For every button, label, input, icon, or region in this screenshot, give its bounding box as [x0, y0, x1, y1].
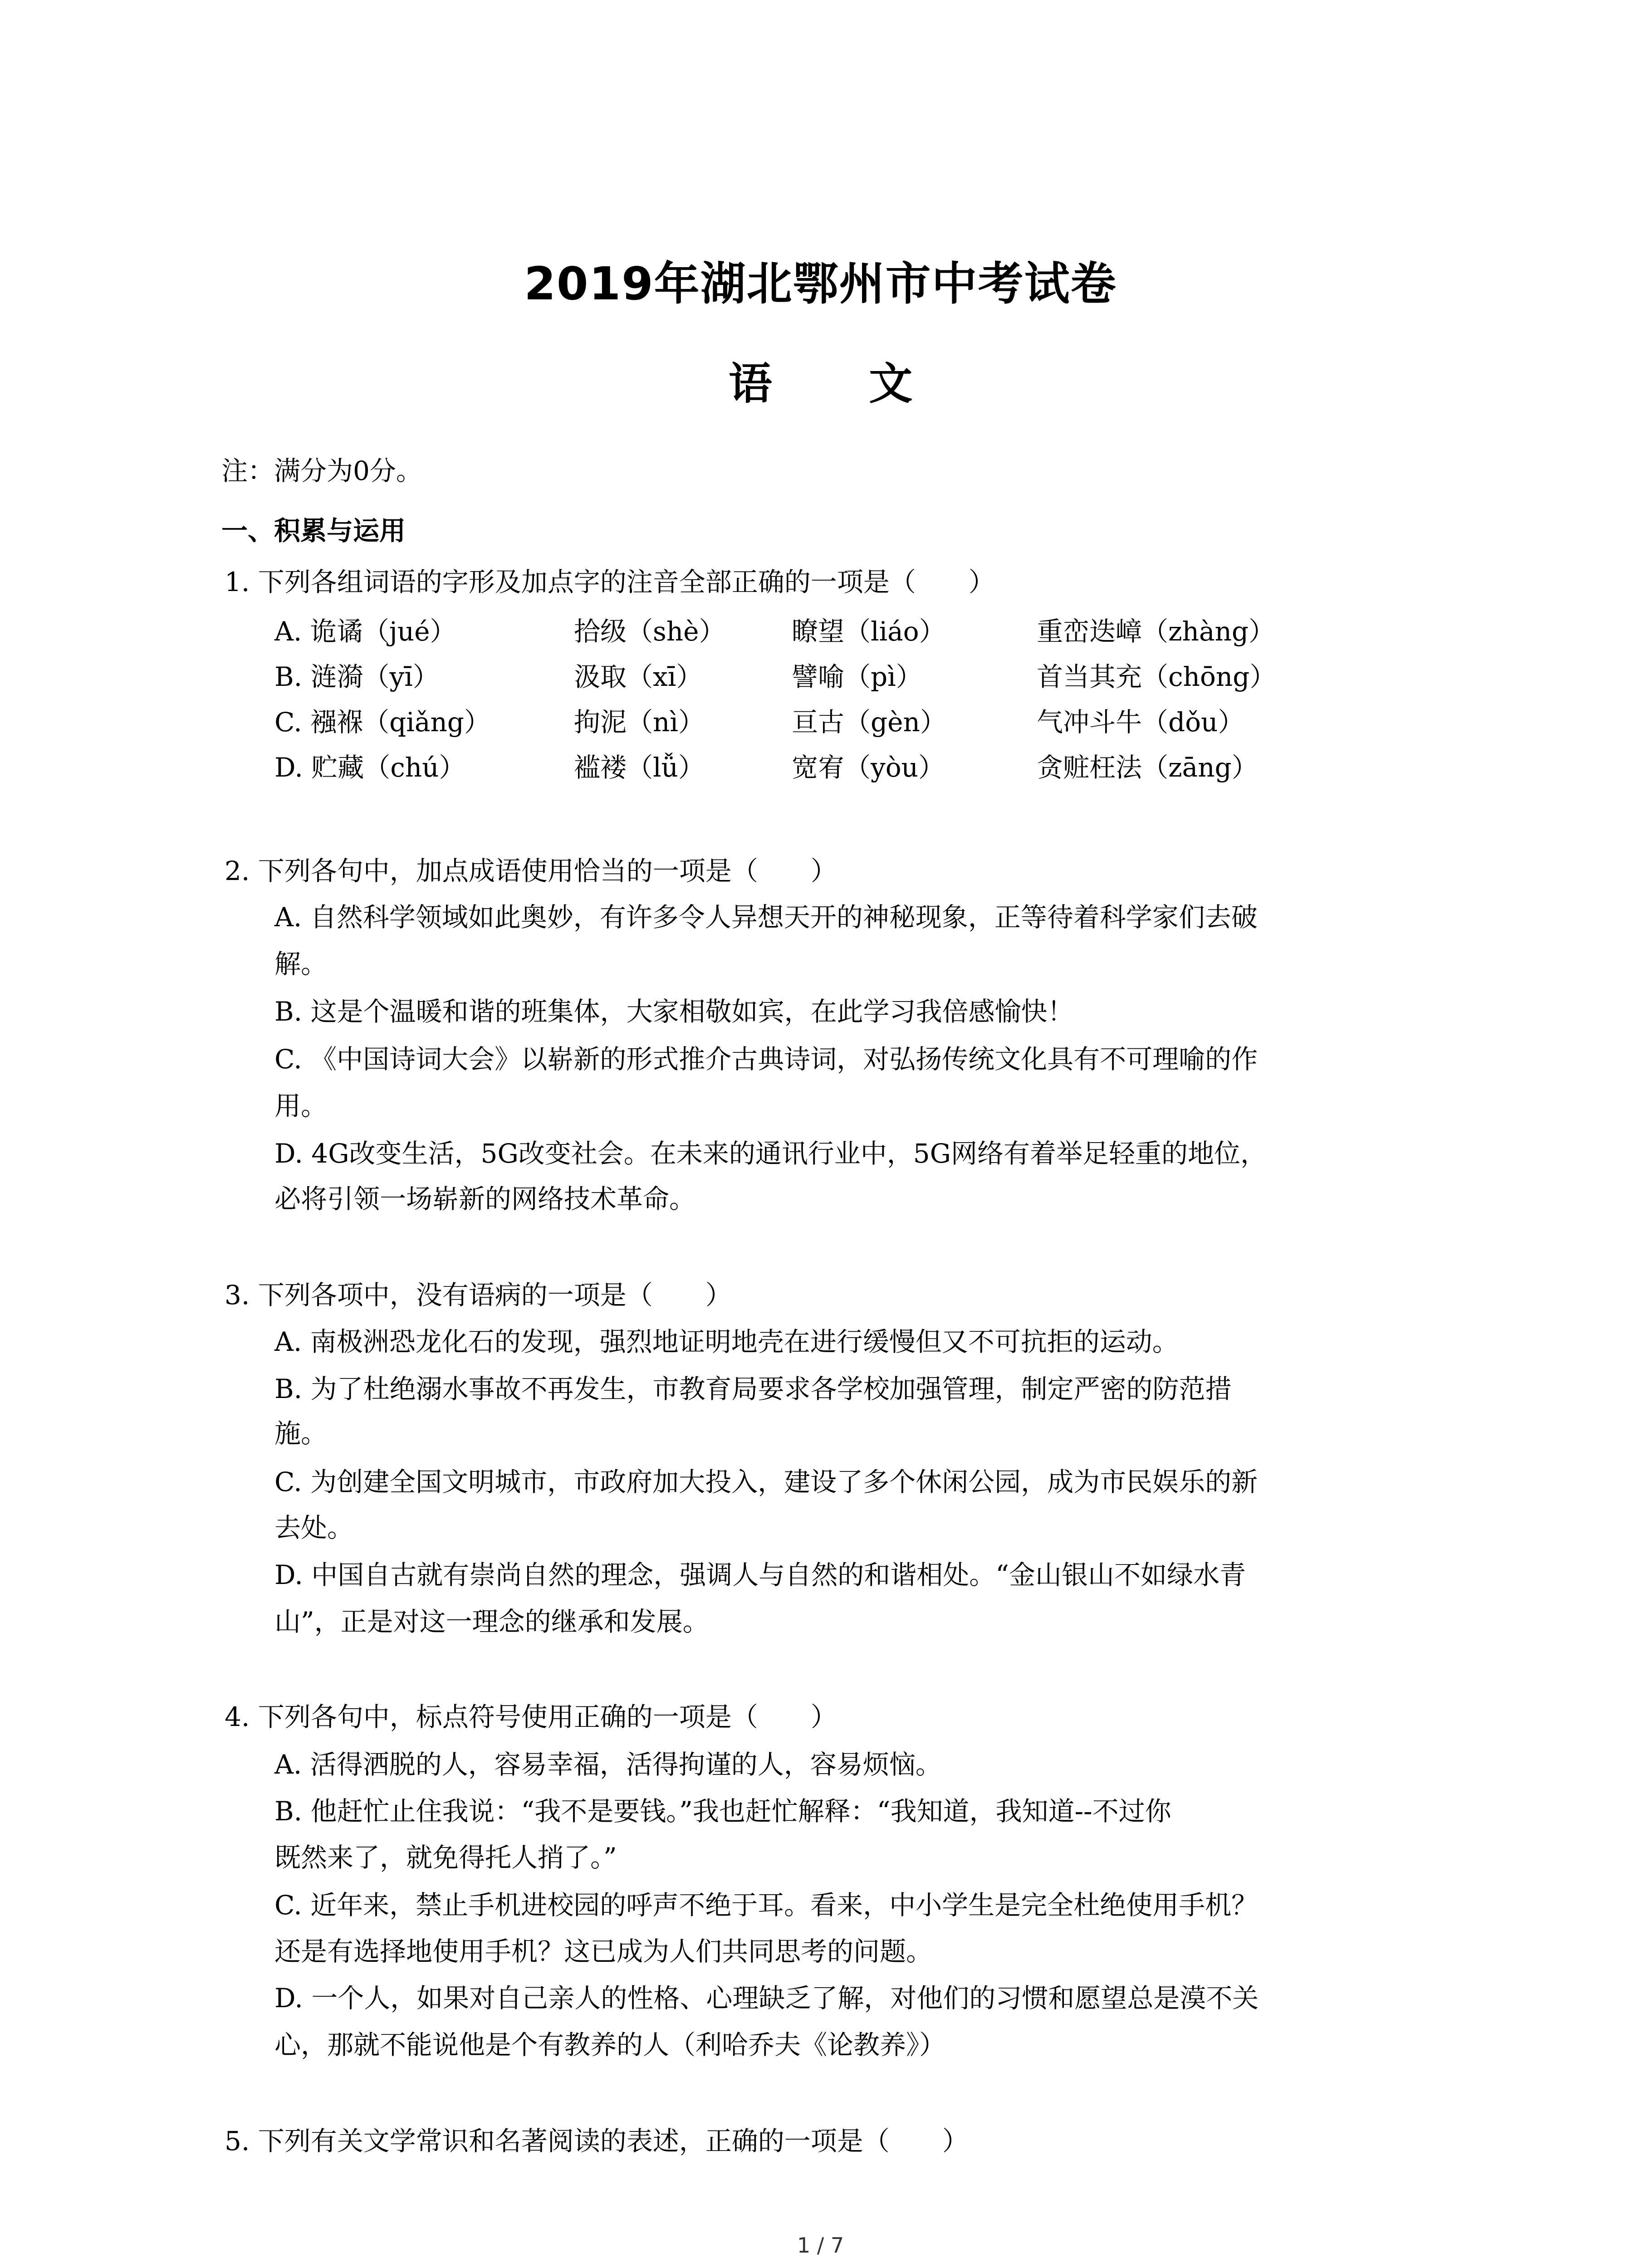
- page-number: 1 / 7: [797, 2233, 844, 2258]
- question-5-stem: 5. 下列有关文学常识和名著阅读的表述，正确的一项是（ ）: [225, 2126, 969, 2156]
- question-2-line: A. 自然科学领域如此奥妙，有许多令人异想天开的神秘现象，正等待着科学家们去破: [274, 902, 1258, 933]
- option-cell: 气冲斗牛（dǒu）: [1037, 707, 1244, 738]
- option-cell: 拘泥（nì）: [574, 707, 705, 738]
- option-cell: 瞭望（liáo）: [792, 616, 945, 647]
- option-cell: 汲取（xī）: [574, 661, 703, 692]
- question-4-line: C. 近年来，禁止手机进校园的呼声不绝于耳。看来，中小学生是完全杜绝使用手机？: [274, 1890, 1258, 1921]
- exam-subject: 语 文: [728, 358, 954, 409]
- option-cell: 贪赃枉法（zāng）: [1037, 752, 1258, 783]
- question-2-line: 必将引领一场崭新的网络技术革命。: [274, 1183, 696, 1214]
- score-note: 注：满分为0分。: [221, 455, 422, 486]
- question-3-line: A. 南极洲恐龙化石的发现，强烈地证明地壳在进行缓慢但又不可抗拒的运动。: [274, 1326, 1179, 1357]
- question-1-stem: 1. 下列各组词语的字形及加点字的注音全部正确的一项是（ ）: [225, 567, 995, 597]
- question-2-line: C. 《中国诗词大会》以崭新的形式推介古典诗词，对弘扬传统文化具有不可理喻的作: [274, 1044, 1258, 1075]
- question-3-line: D. 中国自古就有崇尚自然的理念，强调人与自然的和谐相处。“金山银山不如绿水青: [274, 1559, 1246, 1590]
- question-2-line: D. 4G改变生活，5G改变社会。在未来的通讯行业中，5G网络有着举足轻重的地位，: [274, 1138, 1267, 1169]
- question-4-line: 还是有选择地使用手机？这已成为人们共同思考的问题。: [274, 1936, 933, 1967]
- question-2-line: 用。: [274, 1090, 328, 1121]
- option-cell: 譬喻（pì）: [792, 661, 922, 692]
- question-2-stem: 2. 下列各句中，加点成语使用恰当的一项是（ ）: [225, 855, 837, 886]
- option-cell: A. 诡谲（jué）: [274, 616, 456, 647]
- question-2-line: B. 这是个温暖和谐的班集体，大家相敬如宾，在此学习我倍感愉快！: [274, 996, 1074, 1027]
- question-4-stem: 4. 下列各句中，标点符号使用正确的一项是（ ）: [225, 1701, 837, 1732]
- question-4-line: A. 活得洒脱的人，容易幸福，活得拘谨的人，容易烦恼。: [274, 1749, 942, 1780]
- option-cell: 亘古（gèn）: [792, 707, 946, 738]
- option-cell: B. 涟漪（yī）: [274, 661, 439, 692]
- option-cell: 首当其充（chōng）: [1037, 661, 1276, 692]
- question-3-line: 去处。: [274, 1512, 354, 1543]
- question-3-line: C. 为创建全国文明城市，市政府加大投入，建设了多个休闲公园，成为市民娱乐的新: [274, 1466, 1258, 1497]
- option-cell: C. 襁褓（qiǎng）: [274, 707, 490, 738]
- question-3-line: B. 为了杜绝溺水事故不再发生，市教育局要求各学校加强管理，制定严密的防范措: [274, 1374, 1232, 1404]
- option-cell: 重峦迭嶂（zhàng）: [1037, 616, 1275, 647]
- question-3-line: 山”，正是对这一理念的继承和发展。: [274, 1606, 709, 1637]
- question-4-line: D. 一个人，如果对自己亲人的性格、心理缺乏了解，对他们的习惯和愿望总是漠不关: [274, 1983, 1259, 2014]
- section-heading: 一、积累与运用: [221, 515, 406, 546]
- exam-title: 2019年湖北鄂州市中考试卷: [524, 257, 1117, 310]
- question-3-line: 施。: [274, 1418, 328, 1449]
- question-4-line: 心，那就不能说他是个有教养的人（利哈乔夫《论教养》）: [274, 2029, 946, 2060]
- option-cell: 拾级（shè）: [574, 616, 725, 647]
- question-4-line: 既然来了，就免得托人捎了。”: [274, 1842, 617, 1873]
- option-cell: 宽宥（yòu）: [792, 752, 945, 783]
- question-3-stem: 3. 下列各项中，没有语病的一项是（ ）: [225, 1280, 732, 1310]
- option-cell: D. 贮藏（chú）: [274, 752, 465, 783]
- question-2-line: 解。: [274, 948, 328, 979]
- option-cell: 褴褛（lǚ）: [574, 752, 705, 783]
- question-4-line: B. 他赶忙止住我说：“我不是要钱。”我也赶忙解释：“我知道，我知道--不过你: [274, 1796, 1171, 1827]
